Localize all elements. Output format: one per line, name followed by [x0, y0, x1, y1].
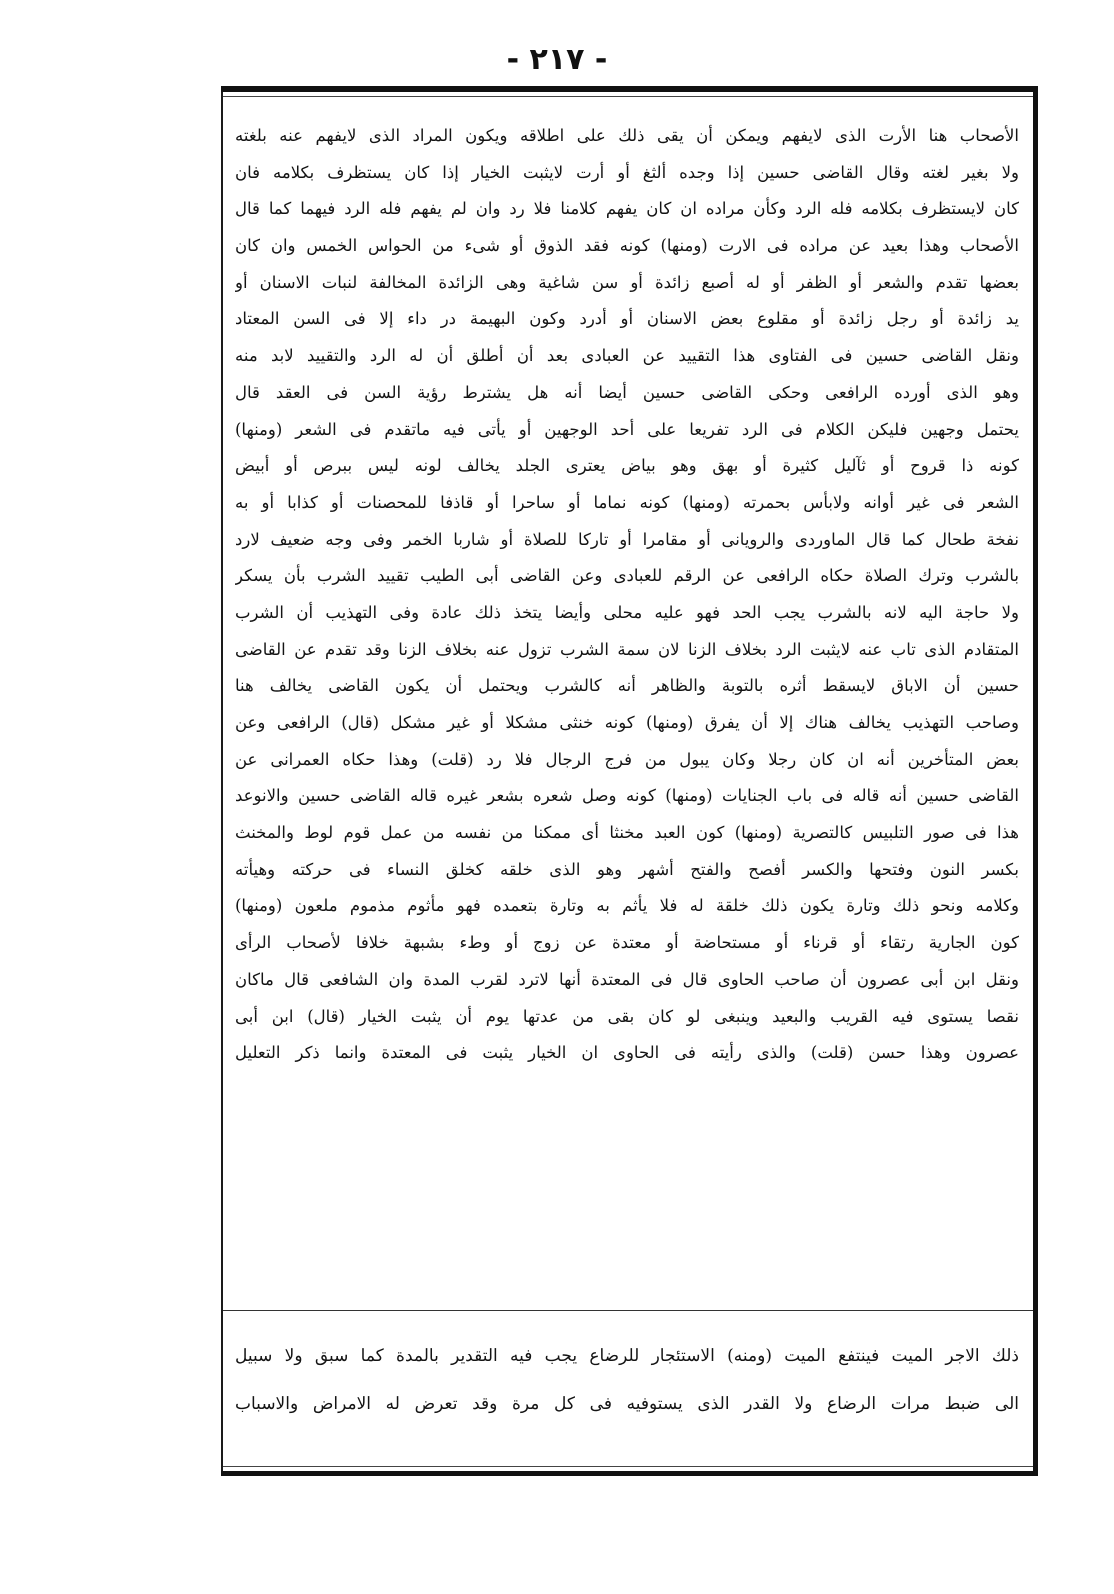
bottom-border-thin-rule: [223, 1466, 1033, 1467]
text-line: القاضى حسين أنه قاله فى باب الجنايات (ومنها) كونه وصل شعره بشعر غيره قاله القاضى حسين والانوعد: [235, 786, 1019, 806]
page-frame: [221, 86, 1038, 1476]
text-line: يحتمل وجهين فليكن الكلام فى الرد تفريعا على أحد الوجهين أو يأتى فيه ماتقدم فى الشعر (ومنها): [235, 419, 1019, 439]
text-line: الأصحاب هنا الأرت الذى لايفهم ويمكن أن يقى ذلك على اطلاقه ويكون المراد الذى لايفهم عنه بلغته: [235, 126, 1019, 145]
text-line: ولا بغير لغته وقال القاضى حسين إذا وجده ألثغ أو أرت لايثبت الخيار إذا كان يستظرف بكلامه فان: [235, 162, 1019, 182]
page-number: - ٢١٧ -: [506, 42, 608, 77]
footnote-line: الى ضبط مرات الرضاع ولا القدر الذى يستوفيه فى كل مرة وقد تعرض له الامراض والاسباب: [235, 1394, 1019, 1414]
text-line: ونقل ابن أبى عصرون أن صاحب الحاوى قال فى المعتدة أنها لاترد لقرب المدة وان الشافعى قال ماكان: [235, 969, 1019, 989]
text-line: ونقل القاضى حسين فى الفتاوى هذا التقييد عن العبادى بعد أن أطلق أن له الرد والتقييد لابد منه: [235, 346, 1019, 366]
footnote-line: ذلك الاجر الميت فينتفع الميت (ومنه) الاستئجار للرضاع يجب فيه التقدير بالمدة كما سبق ولا سبيل: [235, 1346, 1019, 1366]
text-line: كان لايستظرف بكلامه فله الرد وكأن مراده ان كان يفهم كلامنا فلا رد وان لم يفهم فله الرد فيهما كما قال: [235, 199, 1019, 219]
text-line: هذا فى صور التلبيس كالتصرية (ومنها) كون العبد مخنثا أى ممكنا من نفسه من عمل قوم لوط والمخنث: [235, 823, 1019, 843]
text-line: بالشرب وترك الصلاة حكاه الرافعى عن الرقم للعبادى وعن القاضى أبى الطيب تقييد الشرب بأن يسكر: [235, 566, 1019, 586]
footnote-divider: [223, 1310, 1033, 1311]
text-line: وكلامه ونحو ذلك وتارة يكون ذلك خلقة له فلا يأثم به وتارة بتعمده فهو مأثوم مذموم ملعون (ومنها): [235, 896, 1019, 916]
text-line: وهو الذى أورده الرافعى وحكى القاضى حسين أيضا أنه هل يشترط رؤية السن فى العقد قال: [235, 382, 1019, 402]
text-line: نقصا يستوى فيه القريب والبعيد وينبغى لو كان بقى من عدتها يوم أن يثبت الخيار (قال) ابن أبى: [235, 1006, 1019, 1026]
text-line: نفخة طحال كما قال الماوردى والرويانى أو مقامرا أو تاركا للصلاة أو شاربا الخمر وفى وجه ضعيف لارد: [235, 529, 1019, 549]
text-line: الشعر فى غير أوانه ولابأس بحمرته (ومنها) كونه نماما أو ساحرا أو قاذفا للمحصنات أو كذابا أو به: [235, 492, 1019, 512]
text-line: الأصحاب وهذا بعيد عن مراده فى الارت (ومنها) كونه فقد الذوق أو شىء من الحواس الخمس وان كان: [235, 236, 1019, 256]
top-border-thin-rule: [223, 96, 1033, 97]
text-line: عصرون وهذا حسن (قلت) والذى رأيته فى الحاوى ان الخيار يثبت فى المعتدة وانما ذكر التعليل: [235, 1043, 1019, 1063]
text-line: ولا حاجة اليه لانه بالشرب يجب الحد فهو عليه محلى وأيضا يتخذ ذلك عادة وفى التهذيب أن الشرب: [235, 602, 1019, 622]
text-line: كون الجارية رتقاء أو قرناء أو مستحاضة أو معتدة عن زوج أو وطء بشبهة خلافا لأصحاب الرأى: [235, 933, 1019, 953]
text-line: المتقادم الذى تاب عنه لايثبت الرد بخلاف الزنا لان سمة الشرب تزول عنه بخلاف الزنا وقد تقدم عن القاضى: [235, 639, 1019, 659]
text-line: يد زائدة أو رجل زائدة أو مقلوع بعض الاسنان أو أدرد وكون البهيمة در داء إلا فى السن المعتاد: [235, 309, 1019, 329]
text-line: كونه ذا قروح أو ثآليل كثيرة أو بهق وهو بياض يعترى الجلد يخالف لونه ليس ببرص أو أبيض: [235, 456, 1019, 476]
text-line: بعضها تقدم والشعر أو الظفر أو له أصبع زائدة أو سن شاغية وهى الزائدة المخالفة لنبات الاسنان أو: [235, 272, 1019, 292]
text-line: بكسر النون وفتحها والكسر أفصح والفتح أشهر وهو الذى خلقه كخلق النساء فى حركته وهيأته: [235, 859, 1019, 879]
text-line: حسين أن الاباق لايسقط أثره بالتوبة والظاهر أنه كالشرب ويحتمل أن يكون القاضى يخالف هنا: [235, 676, 1019, 696]
bottom-border-rule: [221, 1471, 1038, 1476]
text-line: بعض المتأخرين أنه ان كان رجلا وكان يبول من فرج الرجال فلا رد (قلت) وهذا حكاه العمرانى عن: [235, 749, 1019, 769]
footnote-body: [235, 1332, 1019, 1428]
text-line: وصاحب التهذيب يخالف هناك إلا أن يفرق (ومنها) كونه خنثى مشكلا أو غير مشكل (قال) الرافعى وعن: [235, 713, 1019, 732]
main-text-body: [235, 118, 1019, 1072]
top-border-rule: [221, 86, 1038, 92]
